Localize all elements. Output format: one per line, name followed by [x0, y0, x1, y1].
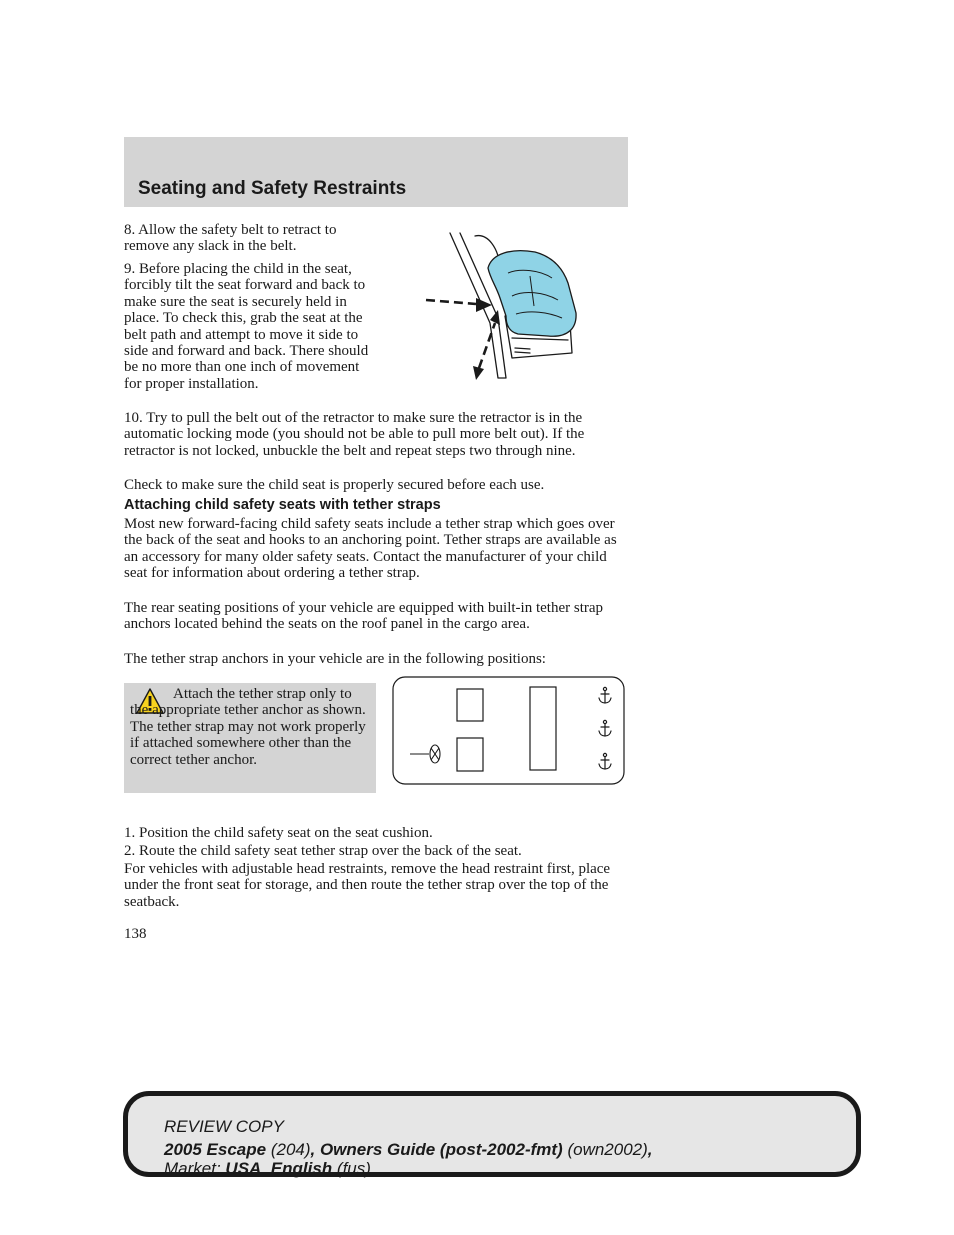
tether-subheading: Attaching child safety seats with tether straps: [124, 497, 441, 513]
step-10-text: 10. Try to pull the belt out of the retractor to make sure the retractor is in the automatic locking mode (you should not be able to pull more belt out). If the retractor is not locked, unbuckle the belt and repeat steps two through nine.: [124, 410, 585, 459]
warning-box: [124, 683, 376, 793]
review-copy-label: REVIEW COPY: [164, 1117, 284, 1136]
footer-model: 2005 Escape: [164, 1140, 267, 1159]
section-title: Seating and Safety Restraints: [138, 178, 407, 199]
footer-model-code: (204): [270, 1140, 311, 1159]
footer-market: USA_English: [225, 1159, 333, 1178]
tether-paragraph-3: The tether strap anchors in your vehicle are in the following positions:: [124, 651, 546, 667]
warning-text: Attach the tether strap only to the appropriate tether anchor as shown. The tether strap may not work properly if attached somewhere other than the correct tether anchor.: [130, 686, 366, 768]
rear-bench-seat: [530, 687, 556, 770]
step-8-text: 8. Allow the safety belt to retract to remove any slack in the belt.: [124, 222, 337, 255]
head-restraint-text: For vehicles with adjustable head restraints, remove the head restraint first, place under the front seat for storage, and then route the tether strap over the top of the seatback.: [124, 861, 611, 910]
page-number: 138: [124, 926, 147, 942]
position-step-2: 2. Route the child safety seat tether strap over the back of the seat.: [124, 843, 522, 859]
tether-anchor-diagram: [392, 676, 625, 785]
tether-paragraph-2: The rear seating positions of your vehicle are equipped with built-in tether strap anchors located behind the seats on the roof panel in the cargo area.: [124, 600, 604, 633]
footer-market-line: [164, 1159, 371, 1179]
footer-guide: , Owners Guide (post-2002-fmt): [310, 1140, 563, 1159]
position-step-1: 1. Position the child safety seat on the seat cushion.: [124, 825, 433, 841]
footer-guide-code: (own2002): [567, 1140, 648, 1159]
footer-market-label: Market:: [164, 1159, 221, 1178]
front-seat: [457, 689, 483, 721]
check-secured-text: Check to make sure the child seat is properly secured before each use.: [124, 477, 545, 493]
footer-document-line: 2005 Escape (204), Owners Guide (post-2002-fmt) (own2002),: [164, 1140, 653, 1159]
section-header-band: [124, 137, 628, 207]
footer-market-code: (fus): [336, 1159, 371, 1178]
review-footer: [123, 1091, 861, 1177]
child-seat-illustration: [420, 228, 585, 388]
tether-paragraph-1: Most new forward-facing child safety seats include a tether strap which goes over the back of the seat and hooks to an anchoring point. Tether straps are available as an accessory for many older safety seats. Contact the manufacturer of your child seat for information about ordering a tether strap.: [124, 516, 617, 582]
step-9-text: 9. Before placing the child in the seat, forcibly tilt the seat forward and back to make sure the seat is securely held in place. To check this, grab the seat at the belt path and attempt to move it side to side and forward and back. There should be no more than one inch of movement for proper installation.: [124, 261, 369, 392]
driver-seat: [457, 738, 483, 771]
